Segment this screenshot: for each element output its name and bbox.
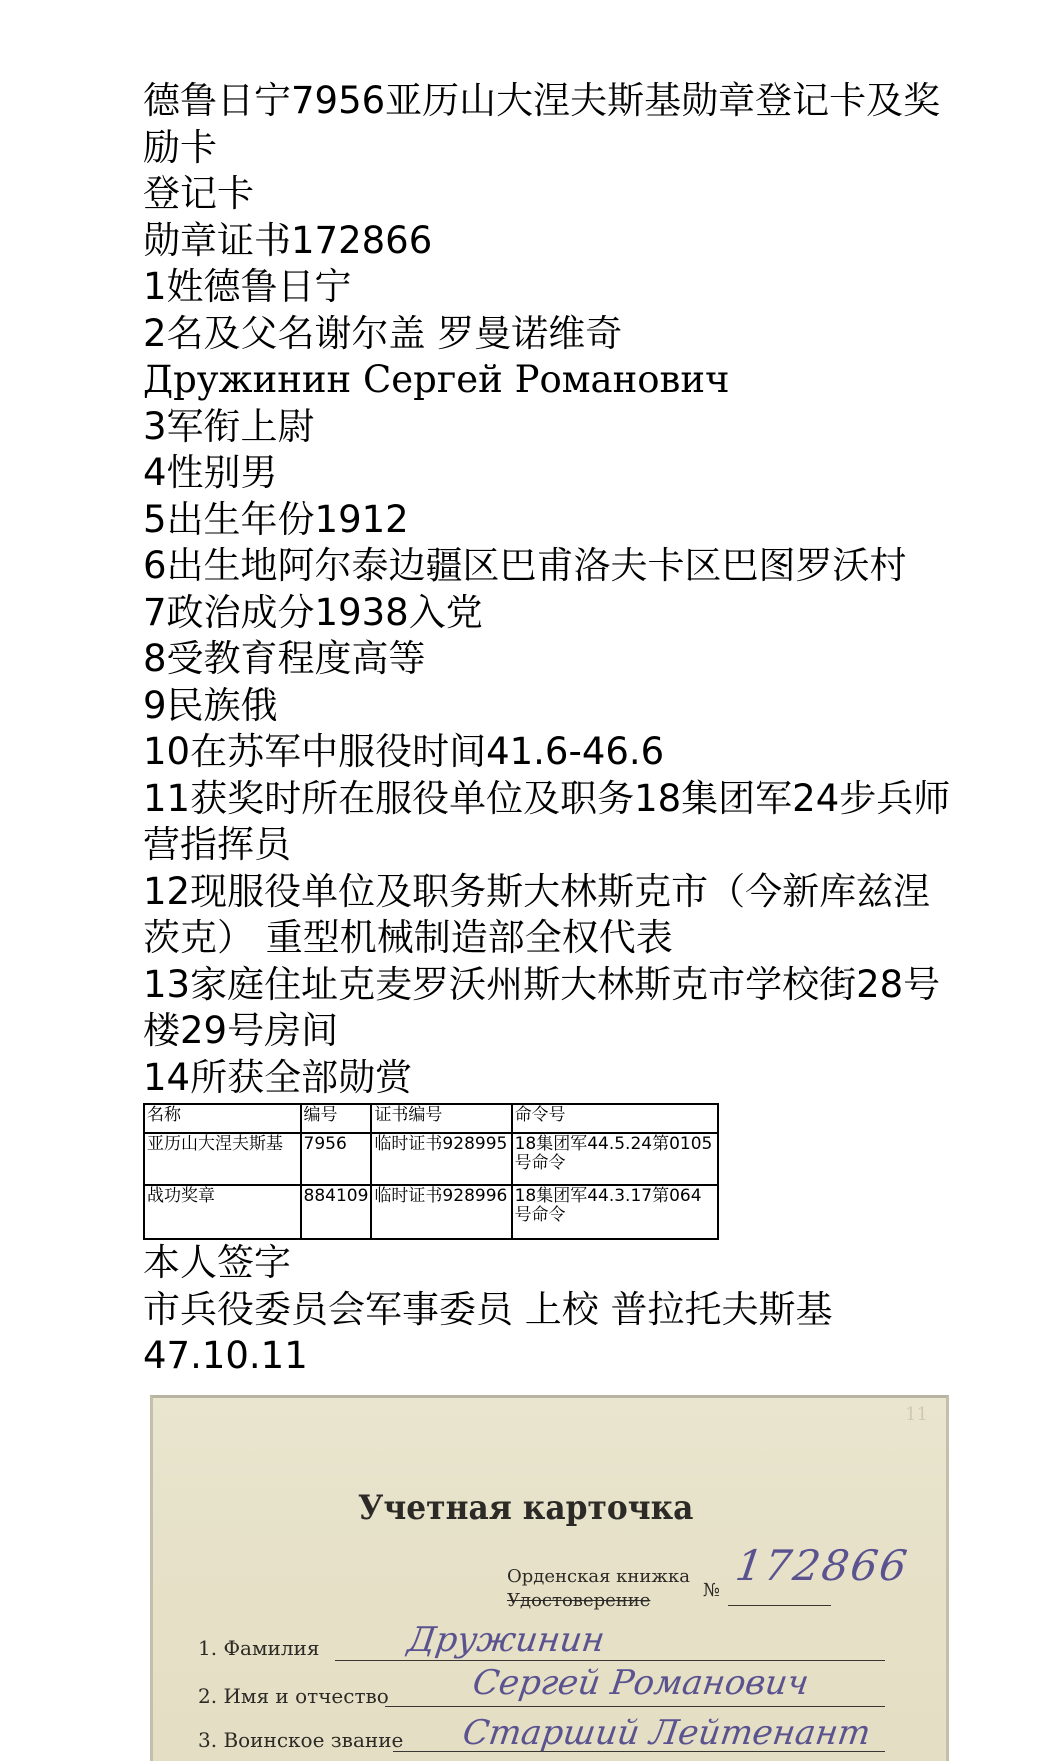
field-sex: 4性别男 bbox=[143, 451, 278, 494]
card-field-label: 2. Имя и отчество bbox=[198, 1684, 389, 1708]
field-party: 7政治成分1938入党 bbox=[143, 590, 483, 634]
card-field-label: 1. Фамилия bbox=[198, 1636, 320, 1660]
field-surname: 1姓德鲁日宁 bbox=[143, 265, 352, 308]
signature-line: 本人签字 bbox=[143, 1241, 291, 1284]
card-field-label: 3. Воинское звание bbox=[198, 1728, 404, 1752]
document-text bbox=[143, 78, 963, 1380]
card-field-line bbox=[385, 1706, 885, 1707]
table-row bbox=[144, 1133, 718, 1185]
card-field-value: Сергей Романович bbox=[470, 1663, 812, 1703]
table-cell: 18集团军44.5.24第0105号命令 bbox=[512, 1133, 718, 1185]
table-header-cell: 编号 bbox=[301, 1104, 372, 1133]
certificate-struck-label: Удостоверение bbox=[507, 1590, 651, 1611]
field-nationality: 9民族俄 bbox=[143, 683, 278, 727]
awards-table bbox=[143, 1103, 719, 1240]
card-field-value: Старший Лейтенант bbox=[460, 1713, 873, 1753]
field-home-address: 13家庭住址克麦罗沃州斯大林斯克市学校街28号楼29号房间 bbox=[143, 962, 941, 1052]
field-service-period: 10在苏军中服役时间41.6-46.6 bbox=[143, 730, 665, 773]
table-cell: 亚历山大涅夫斯基 bbox=[144, 1133, 301, 1185]
table-cell: 884109 bbox=[301, 1185, 372, 1239]
field-birth-year: 5出生年份1912 bbox=[143, 497, 409, 541]
table-header-cell: 证书编号 bbox=[371, 1104, 511, 1133]
card-ghost-text: 11 bbox=[905, 1404, 928, 1425]
field-all-awards: 14所获全部勋赏 bbox=[143, 1055, 413, 1099]
commissar-line: 市兵役委员会军事委员 上校 普拉托夫斯基 bbox=[143, 1287, 833, 1331]
document-title: 德鲁日宁7956亚历山大涅夫斯基勋章登记卡及奖励卡 bbox=[143, 79, 941, 169]
number-underline bbox=[728, 1605, 831, 1606]
table-header-row bbox=[144, 1104, 718, 1133]
order-book-label: Орденская книжка bbox=[507, 1566, 690, 1587]
table-cell: 临时证书928995 bbox=[371, 1133, 511, 1185]
table-header-cell: 命令号 bbox=[512, 1104, 718, 1133]
field-current-unit: 12现服役单位及职务斯大林斯克市（今新库兹涅茨克） 重型机械制造部全权代表 bbox=[143, 869, 931, 959]
field-award-unit: 11获奖时所在服役单位及职务18集团军24步兵师营指挥员 bbox=[143, 776, 951, 866]
section-heading: 登记卡 bbox=[143, 172, 254, 215]
field-education: 8受教育程度高等 bbox=[143, 637, 426, 680]
number-sign: № bbox=[703, 1580, 721, 1601]
date-line: 47.10.11 bbox=[143, 1334, 308, 1377]
table-cell: 战功奖章 bbox=[144, 1185, 301, 1239]
table-header-cell: 名称 bbox=[144, 1104, 301, 1133]
field-name-russian: Дружинин Сергей Романович bbox=[143, 358, 730, 401]
field-order-book: 勋章证书172866 bbox=[143, 218, 433, 262]
scanned-record-card bbox=[150, 1395, 949, 1761]
table-cell: 7956 bbox=[301, 1133, 372, 1185]
field-rank: 3军衔上尉 bbox=[143, 404, 315, 448]
card-title: Учетная карточка bbox=[358, 1488, 694, 1528]
field-name-patronymic: 2名及父名谢尔盖 罗曼诺维奇 bbox=[143, 311, 623, 355]
field-birthplace: 6出生地阿尔泰边疆区巴甫洛夫卡区巴图罗沃村 bbox=[143, 544, 907, 587]
card-field-value: Дружинин bbox=[405, 1620, 608, 1660]
card-field-line bbox=[335, 1660, 885, 1661]
table-row bbox=[144, 1185, 718, 1239]
table-cell: 临时证书928996 bbox=[371, 1185, 511, 1239]
handwritten-number: 172866 bbox=[732, 1541, 912, 1590]
table-cell: 18集团军44.3.17第064号命令 bbox=[512, 1185, 718, 1239]
